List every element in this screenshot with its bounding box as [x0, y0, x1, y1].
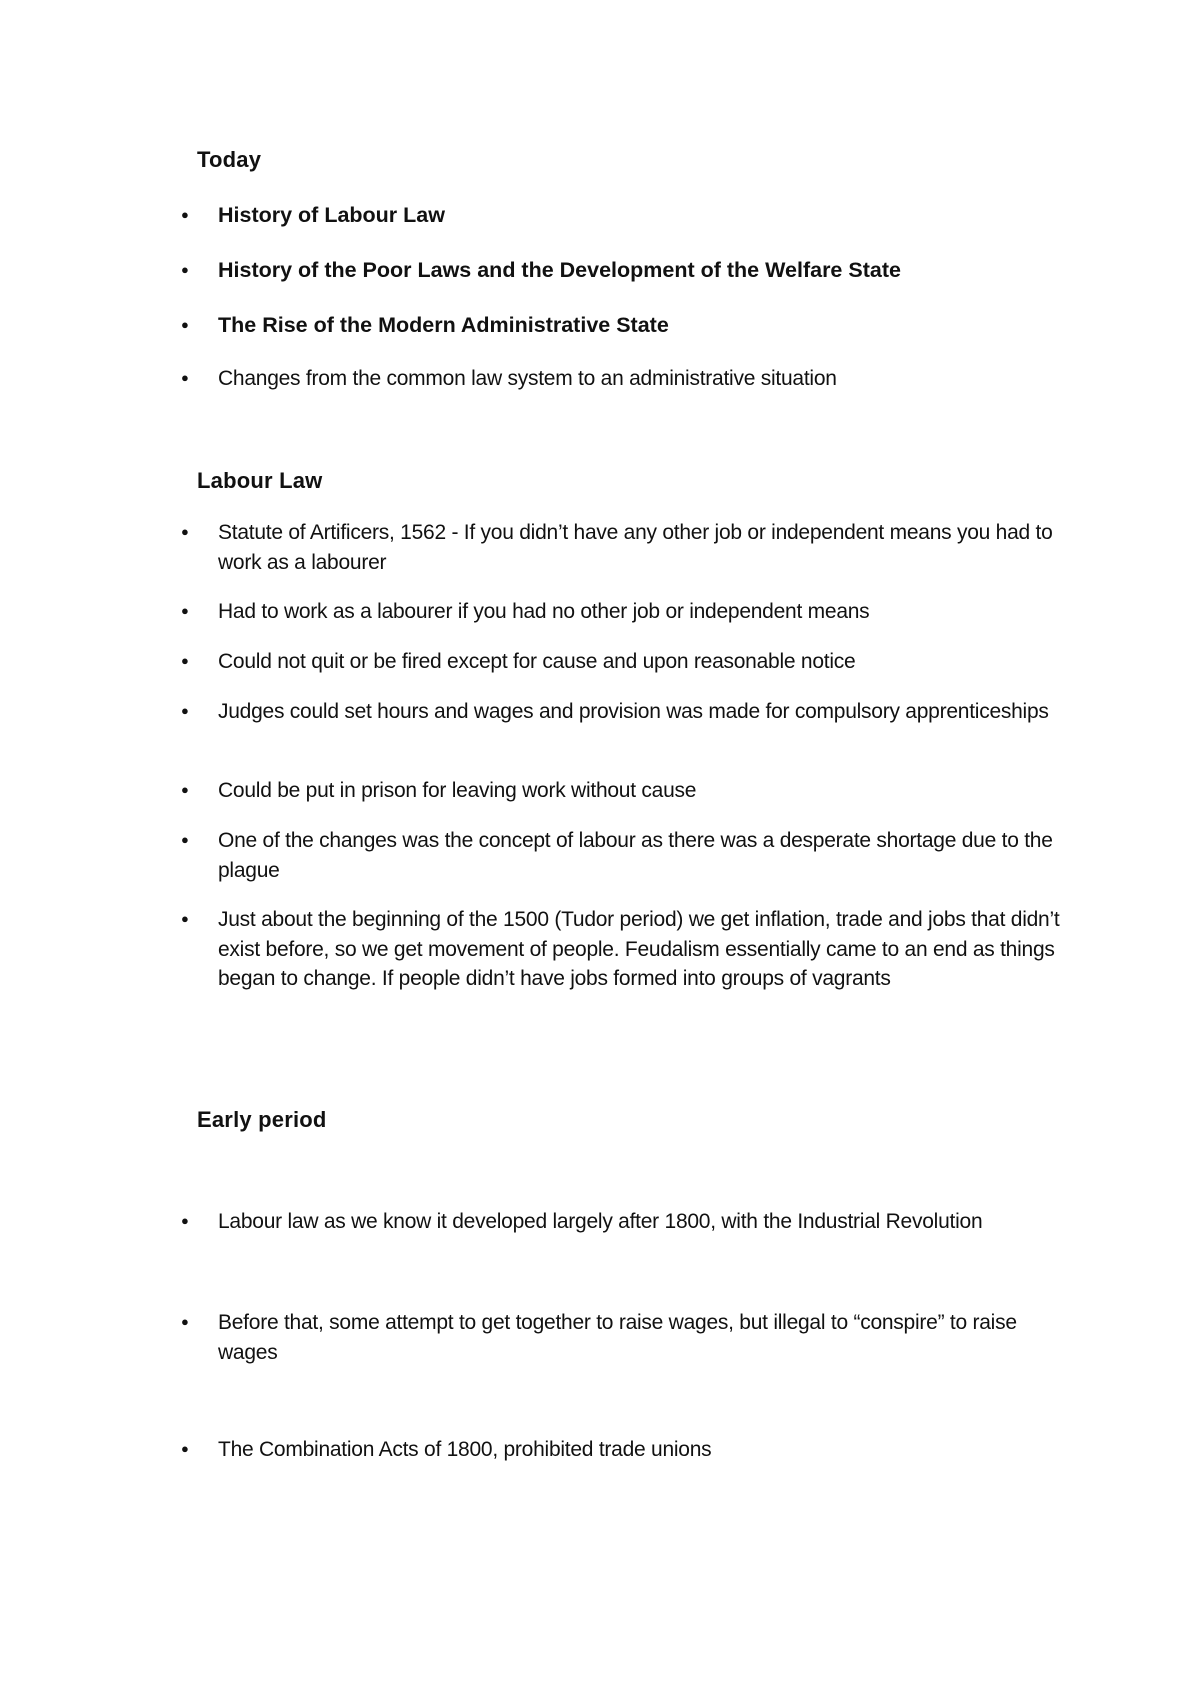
list-item-text: Labour law as we know it developed largely after 1800, with the Industrial Revolution — [218, 1210, 983, 1233]
bullet-icon: ● — [181, 653, 189, 668]
list-item-text: Could not quit or be fired except for cause and upon reasonable notice — [218, 650, 856, 673]
heading-today: Today — [197, 147, 262, 172]
list-item-text: The Combination Acts of 1800, prohibited trade unions — [218, 1438, 712, 1461]
list-item-text: One of the changes was the concept of labour as there was a desperate shortage due to the plague — [218, 829, 1053, 882]
bullet-icon: ● — [181, 262, 189, 277]
list-item-text: The Rise of the Modern Administrative State — [218, 313, 669, 337]
bullet-icon: ● — [181, 832, 189, 847]
bullet-icon: ● — [181, 782, 189, 797]
list-item-text: History of Labour Law — [218, 203, 445, 227]
heading-early-period: Early period — [197, 1107, 327, 1132]
list-item-text: Statute of Artificers, 1562 - If you didn’t have any other job or independent means you had to work as a labourer — [218, 521, 1053, 574]
list-item-text: Had to work as a labourer if you had no other job or independent means — [218, 600, 870, 623]
list-item-text: Could be put in prison for leaving work without cause — [218, 779, 697, 802]
bullet-icon: ● — [181, 1213, 189, 1228]
list-item-text: Before that, some attempt to get together to raise wages, but illegal to “conspire” to raise wages — [218, 1311, 1017, 1364]
list-item-text: Just about the beginning of the 1500 (Tudor period) we get inflation, trade and jobs that didn’t exist before, so we get movement of people. Feudalism essentially came to an end as things began to change. If people didn’t have jobs formed into groups of vagrants — [218, 908, 1060, 990]
bullet-icon: ● — [181, 370, 189, 385]
list-item-text: Changes from the common law system to an administrative situation — [218, 367, 837, 390]
heading-labour-law: Labour Law — [197, 468, 323, 493]
bullet-icon: ● — [181, 524, 189, 539]
bullet-icon: ● — [181, 1314, 189, 1329]
bullet-icon: ● — [181, 911, 189, 926]
list-item-text: History of the Poor Laws and the Development of the Welfare State — [218, 258, 901, 282]
list-item-text: Judges could set hours and wages and provision was made for compulsory apprenticeships — [218, 700, 1049, 723]
bullet-icon: ● — [181, 317, 189, 332]
bullet-icon: ● — [181, 1441, 189, 1456]
bullet-icon: ● — [181, 207, 189, 222]
bullet-icon: ● — [181, 603, 189, 618]
bullet-icon: ● — [181, 703, 189, 718]
